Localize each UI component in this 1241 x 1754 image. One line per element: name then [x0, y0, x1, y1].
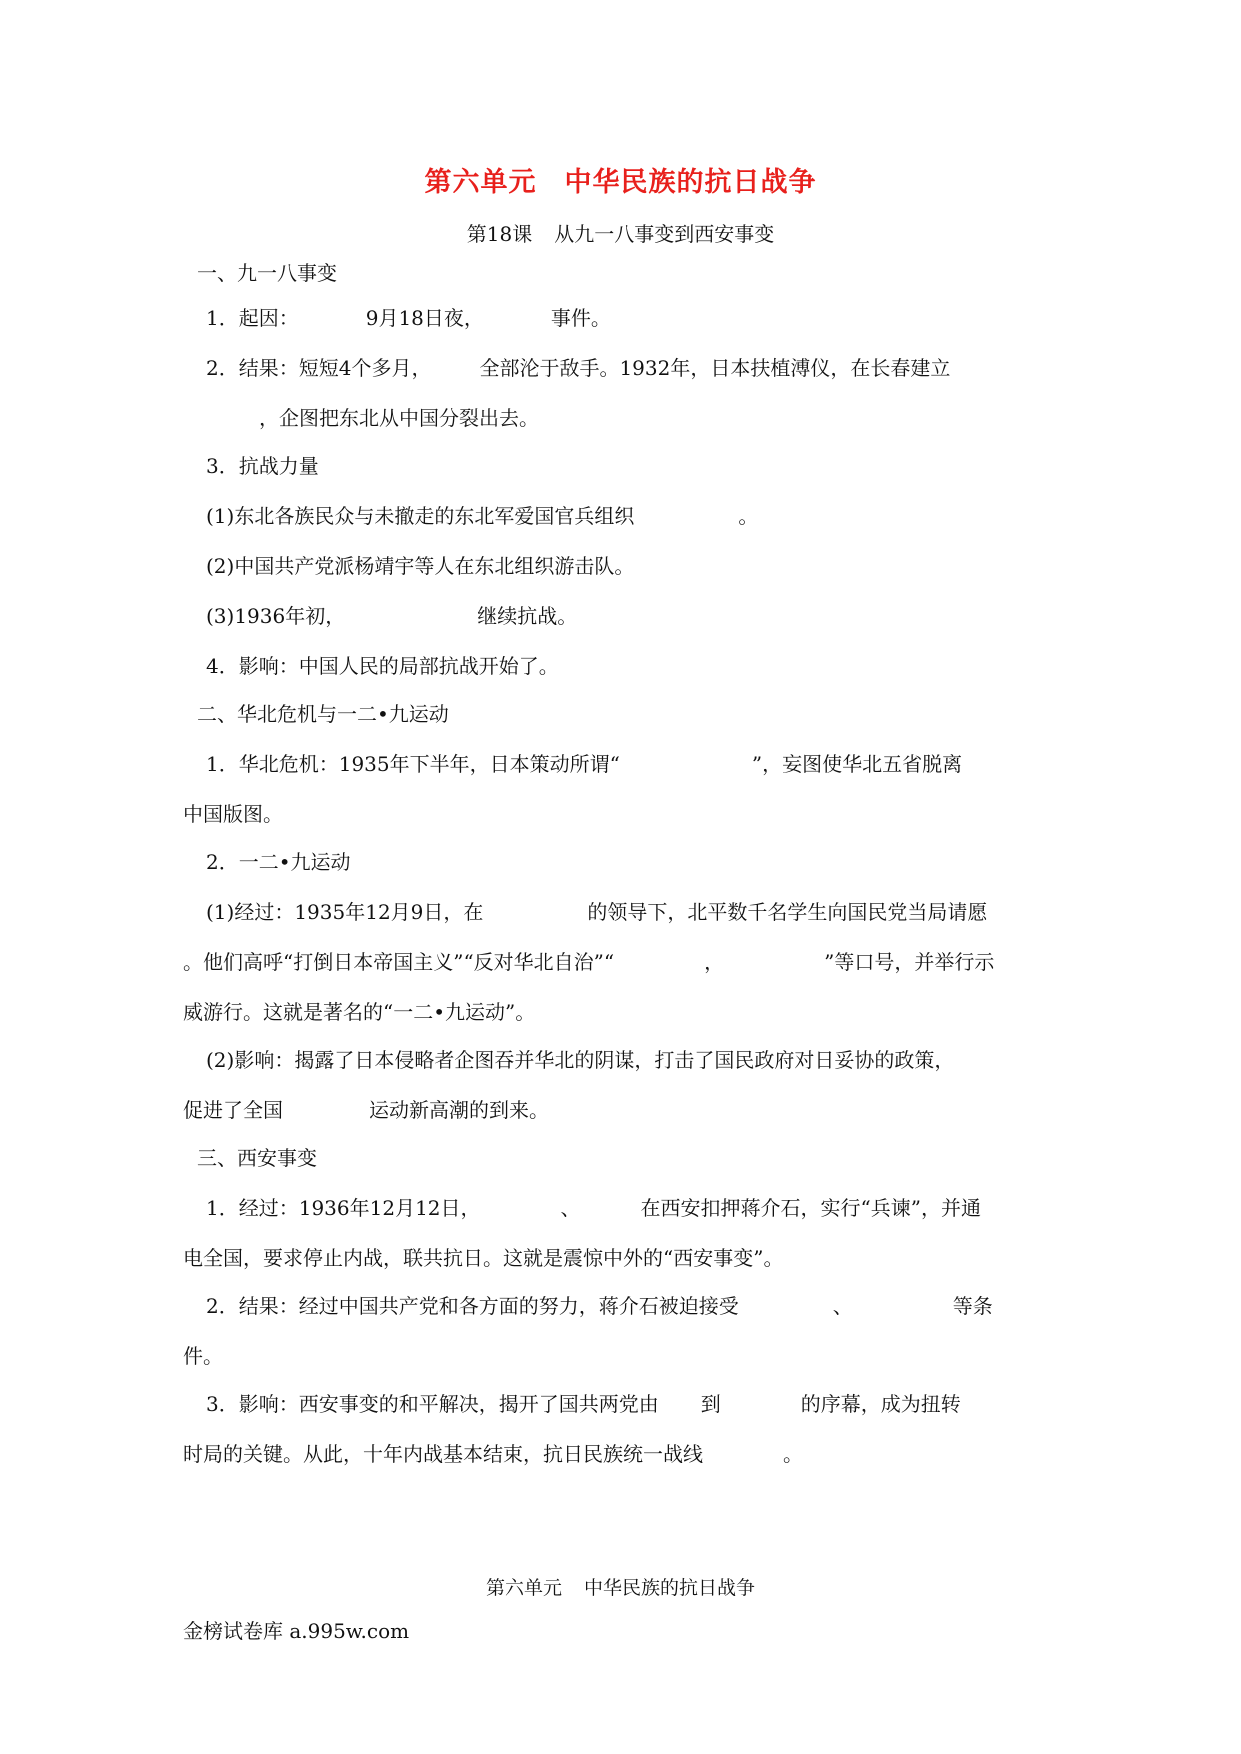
paragraph: 1．华北危机：1935年下半年，日本策动所谓“ ”，妄图使华北五省脱离: [206, 752, 963, 776]
paragraph: 中国版图。: [183, 802, 283, 826]
unit-title: [0, 160, 1241, 199]
paragraph: 2．结果：经过中国共产党和各方面的努力，蒋介石被迫接受 、 等条: [206, 1294, 993, 1318]
section-heading: 一、九一八事变: [197, 261, 337, 285]
section-heading: 三、西安事变: [197, 1146, 317, 1170]
paragraph: 威游行。这就是著名的“一二•九运动”。: [183, 1000, 536, 1024]
section-heading: 二、华北危机与一二•九运动: [197, 702, 449, 726]
footer-unit-label: 第六单元 中华民族的抗日战争: [485, 1577, 756, 1599]
paragraph: 2．结果：短短4个多月， 全部沦于敌手。1932年，日本扶植溥仪，在长春建立: [206, 356, 951, 380]
paragraph: 1．经过：1936年12月12日， 、 在西安扣押蒋介石，实行“兵谏”，并通: [206, 1196, 981, 1220]
paragraph: 3．影响：西安事变的和平解决，揭开了国共两党由 到 的序幕，成为扭转: [206, 1392, 961, 1416]
paragraph: 1．起因： 9月18日夜， 事件。: [206, 306, 611, 330]
paragraph: (1)东北各族民众与未撤走的东北军爱国官兵组织 。: [206, 504, 759, 528]
unit-number: 第六单元: [424, 167, 537, 198]
lesson-name: 从九一八事变到西安事变: [554, 222, 775, 246]
paragraph: 。他们高呼“打倒日本帝国主义”“反对华北自治”“ ， ”等口号，并举行示: [183, 950, 995, 974]
lesson-title: [0, 218, 1241, 247]
paragraph: (2)中国共产党派杨靖宇等人在东北组织游击队。: [206, 554, 635, 578]
paragraph: (2)影响：揭露了日本侵略者企图吞并华北的阴谋，打击了国民政府对日妥协的政策，: [206, 1048, 955, 1072]
lesson-number: 第18课: [466, 222, 533, 246]
paragraph: 4．影响：中国人民的局部抗战开始了。: [206, 654, 559, 678]
paragraph: 2．一二•九运动: [206, 850, 351, 874]
paragraph: (1)经过：1935年12月9日，在 的领导下，北平数千名学生向国民党当局请愿: [206, 900, 988, 924]
unit-name: 中华民族的抗日战争: [564, 167, 817, 198]
paragraph: 时局的关键。从此，十年内战基本结束，抗日民族统一战线 。: [183, 1442, 803, 1466]
paragraph: 促进了全国 运动新高潮的到来。: [183, 1098, 549, 1122]
footer-site-link[interactable]: 金榜试卷库 a.995w.com: [183, 1619, 410, 1643]
paragraph: (3)1936年初， 继续抗战。: [206, 604, 578, 628]
paragraph: ，企图把东北从中国分裂出去。: [259, 406, 539, 430]
paragraph: 电全国，要求停止内战，联共抗日。这就是震惊中外的“西安事变”。: [183, 1246, 784, 1270]
paragraph: 件。: [183, 1344, 223, 1368]
paragraph: 3．抗战力量: [206, 454, 319, 478]
